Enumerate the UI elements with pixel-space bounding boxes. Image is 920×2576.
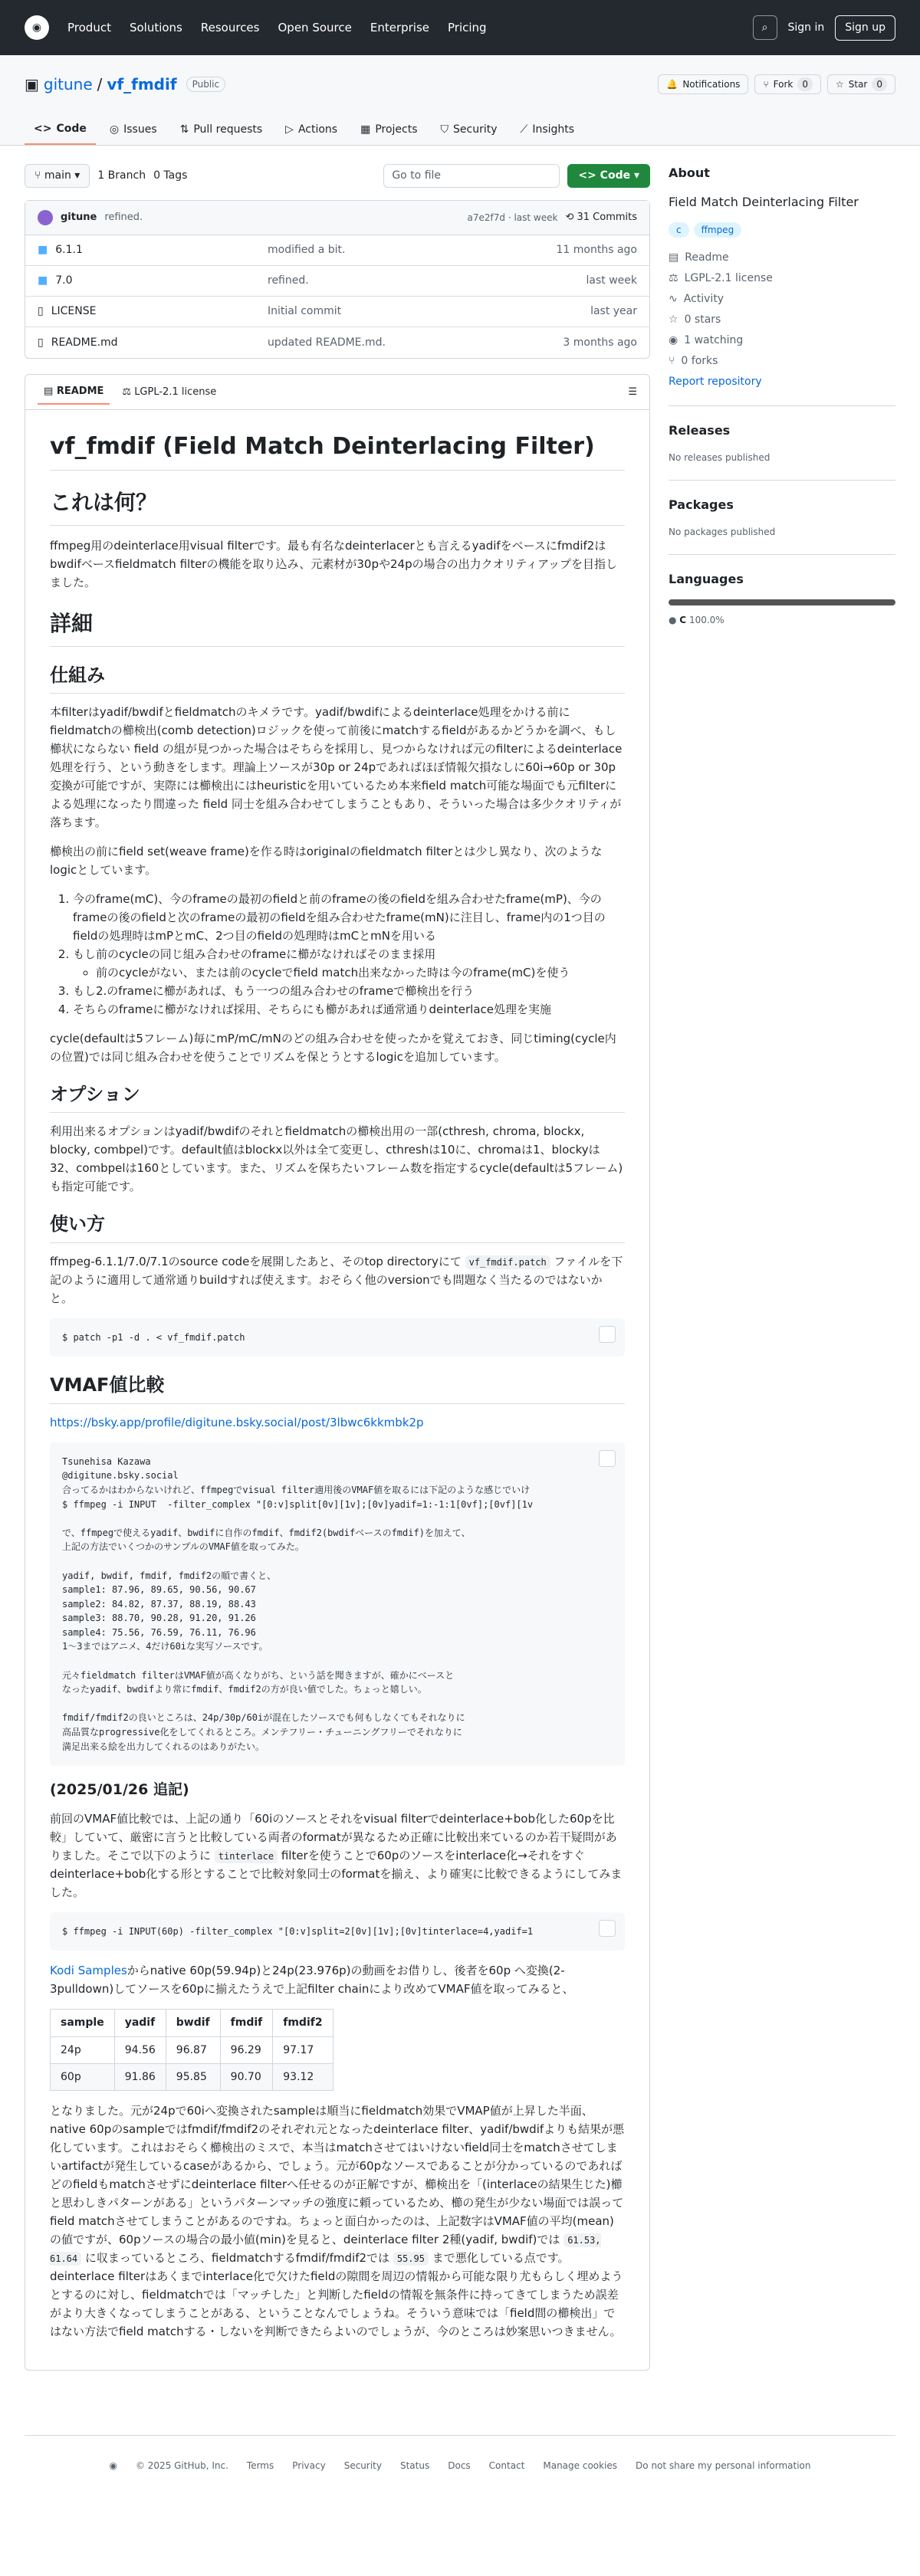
table-header: sample bbox=[51, 2010, 115, 2036]
tab-issues[interactable] bbox=[100, 115, 166, 145]
tab-actions-label: Actions bbox=[297, 123, 338, 136]
addendum-text-b: filterを使うことで60pのソースをinterlace化→それをすぐdeinterlace+bob化する形とすることで比較対象同士のformatを揃え、より確実に比較できるようにしてみました。 bbox=[50, 1848, 623, 1899]
tinterlace-code: $ ffmpeg -i INPUT(60p) -filter_complex "[0:v]split=2[0v][1v];[0v]tinterlace=4,yadif=1 bbox=[62, 1925, 534, 1937]
table-cell: 90.70 bbox=[220, 2063, 273, 2090]
fork-label: Fork bbox=[773, 79, 794, 90]
commit-hash[interactable]: a7e2f7d · last week bbox=[467, 212, 558, 223]
fork-count: 0 bbox=[797, 77, 813, 91]
heading-mechanism: 仕組み bbox=[50, 661, 625, 694]
file-date: 3 months ago bbox=[563, 336, 637, 349]
file-icon: ▯ bbox=[38, 336, 44, 349]
footer-security[interactable]: Security bbox=[343, 2460, 382, 2472]
usage-code: vf_fmdif.patch bbox=[465, 1255, 550, 1269]
footer-privacy[interactable]: Privacy bbox=[292, 2460, 326, 2472]
heading-addendum: (2025/01/26 追記) bbox=[50, 1781, 189, 1799]
branches-link[interactable]: 1 Branch bbox=[97, 169, 146, 182]
commits-count: 31 Commits bbox=[577, 212, 637, 224]
book-icon: ▤ bbox=[669, 251, 679, 264]
tab-security[interactable] bbox=[432, 115, 507, 145]
table-row bbox=[51, 2063, 334, 2090]
forks-label: 0 forks bbox=[681, 355, 718, 367]
notifications-button[interactable] bbox=[658, 74, 748, 94]
file-name[interactable]: 7.0 bbox=[55, 274, 73, 287]
file-date: 11 months ago bbox=[556, 244, 637, 256]
history-icon: ⟲ bbox=[565, 212, 574, 224]
code-dropdown-button[interactable]: <> Code ▾ bbox=[567, 164, 650, 188]
outline-icon[interactable]: ☰ bbox=[628, 386, 637, 398]
tab-pull-requests[interactable] bbox=[171, 115, 272, 145]
tab-pr-label: Pull requests bbox=[193, 123, 263, 136]
avatar[interactable] bbox=[38, 210, 53, 225]
readme-link[interactable] bbox=[669, 250, 895, 266]
logic-list bbox=[50, 890, 625, 1019]
heading-what: これは何？ bbox=[50, 486, 625, 526]
report-link[interactable]: Report repository bbox=[669, 376, 762, 388]
list-subitem: ◦ 前のcycleがない、または前のcycleでfield match出来なかった時は今のframe(mC)を使う bbox=[96, 963, 625, 982]
table-cell: 96.29 bbox=[220, 2036, 273, 2063]
star-button[interactable] bbox=[827, 74, 895, 94]
table-cell: 96.87 bbox=[166, 2036, 220, 2063]
folder-icon: ■ bbox=[38, 274, 48, 287]
kodi-paragraph bbox=[50, 1961, 625, 1998]
tab-projects[interactable] bbox=[351, 115, 426, 145]
table-icon: ▦ bbox=[360, 123, 371, 136]
table-header: yadif bbox=[114, 2010, 166, 2036]
nav-enterprise[interactable]: Enterprise bbox=[370, 20, 430, 34]
search-icon[interactable]: ⌕ bbox=[753, 15, 777, 40]
file-commit-message[interactable]: Initial commit bbox=[268, 305, 342, 317]
readme-tab[interactable] bbox=[38, 379, 110, 405]
table-cell: 24p bbox=[51, 2036, 115, 2063]
addendum-text-a: 前回のVMAF値比較では、上記の通り「60iのソースとそれをvisual filterでdeinterlace+bob化した60pを比較」していて、厳密に言うと比較している両者のformatが異なるため正確に比較出来ているのか若干疑問がありました。そこで以下のように bbox=[50, 1811, 617, 1862]
branch-label: main bbox=[44, 169, 71, 182]
table-cell: 60p bbox=[51, 2063, 115, 2090]
file-commit-message[interactable]: refined. bbox=[268, 274, 309, 287]
goto-file-input[interactable]: Go to file bbox=[383, 164, 560, 188]
issue-icon: ◎ bbox=[109, 123, 120, 136]
file-name[interactable]: LICENSE bbox=[51, 305, 97, 317]
watching-link[interactable] bbox=[669, 333, 895, 349]
language-item[interactable]: ● C 100.0% bbox=[669, 615, 724, 625]
law-icon: ⚖ bbox=[122, 386, 132, 398]
signin-link[interactable]: Sign in bbox=[787, 21, 825, 34]
eye-icon: ◉ bbox=[669, 334, 678, 346]
readme-box bbox=[25, 374, 650, 2371]
kodi-text: からnative 60p(59.94p)と24p(23.976p)の動画をお借りし、後者を60p へ変換(2-3pulldown)してソースを60pに揃えたうえで上記filter chainにより改めてVMAF値を取ってみると、 bbox=[50, 1964, 574, 1997]
vmaf-table bbox=[50, 2009, 334, 2091]
tags-link[interactable]: 0 Tags bbox=[153, 169, 188, 182]
github-logo-icon[interactable]: ◉ bbox=[25, 15, 49, 40]
language-bar bbox=[669, 599, 895, 605]
star-icon: ☆ bbox=[835, 79, 844, 90]
tab-code[interactable] bbox=[25, 115, 96, 145]
fork-icon: ⑂ bbox=[763, 79, 769, 90]
about-title: About bbox=[669, 166, 710, 180]
list-item bbox=[73, 945, 625, 982]
cycle-paragraph: cycle(defaultは5フレーム)毎にmP/mC/mNのどの組み合わせを使ったかを覚えておき、同じtiming(cycle内の位置)では同じ組み合わせを使うことでリズムを保とうとするlogicを追加しています。 bbox=[50, 1031, 616, 1064]
github-logo-icon[interactable]: ◉ bbox=[109, 2460, 117, 2472]
main-nav bbox=[67, 19, 487, 37]
language-pct: 100.0% bbox=[688, 615, 724, 625]
code-button-label: Code bbox=[600, 169, 631, 182]
kodi-link[interactable]: Kodi Samples bbox=[50, 1964, 127, 1978]
star-label: Star bbox=[848, 79, 868, 90]
fork-button[interactable] bbox=[754, 74, 821, 94]
footer-do-not-share[interactable]: Do not share my personal information bbox=[636, 2460, 811, 2472]
table-cell: 93.12 bbox=[273, 2063, 333, 2090]
bsky-link[interactable]: https://bsky.app/profile/digitune.bsky.social/post/3lbwc6kkmbk2p bbox=[50, 1415, 424, 1429]
readme-content bbox=[25, 410, 649, 2370]
branch-select[interactable]: ⑂ main ▾ bbox=[25, 164, 90, 188]
footer-contact[interactable]: Contact bbox=[488, 2460, 525, 2472]
license-link[interactable] bbox=[669, 271, 895, 287]
notifications-label: Notifications bbox=[682, 79, 741, 90]
star-icon: ☆ bbox=[669, 313, 678, 326]
topic-c[interactable]: c bbox=[669, 222, 689, 238]
footer bbox=[25, 2435, 895, 2496]
tab-insights-label: Insights bbox=[532, 123, 575, 136]
stars-link[interactable] bbox=[669, 312, 895, 328]
footer-terms[interactable]: Terms bbox=[246, 2460, 274, 2472]
main-column bbox=[25, 164, 650, 2371]
site-header bbox=[0, 0, 920, 55]
repo-name-link[interactable]: vf_fmdif bbox=[107, 75, 177, 94]
releases-title[interactable]: Releases bbox=[669, 423, 731, 438]
languages-title: Languages bbox=[669, 572, 744, 586]
mechanism-paragraph: 本filterはyadif/bwdifとfieldmatchのキメラです。yadif/bwdifによるdeinterlace処理をかける前にfieldmatchの櫛検出(comb detection)ロジックを使って前後にmatchするfieldがあるかどうかを調べ、もし櫛状にならない field の組が見つかった場合はそちらを採用し、見つからなければ元のfilterによるdeinterlace処理を行う、という動きをします。理論上ソースが30p or 24pであればほぼ情報欠損なしに60i→60p or 30p変換が可能ですが、実際には櫛検出にはheuristicを用いているため本来field match可能な場面でも元filterによる処理になったり間違った field 同士を組み合わせてしまうこともあり、そういった場合は多少クオリティが落ちます。 bbox=[50, 704, 623, 829]
copy-icon[interactable] bbox=[599, 1450, 616, 1467]
file-commit-message[interactable]: updated README.md. bbox=[268, 336, 386, 349]
pull-request-icon: ⇅ bbox=[179, 123, 189, 136]
file-name[interactable]: README.md bbox=[51, 336, 118, 349]
file-date: last week bbox=[586, 274, 637, 287]
file-name[interactable]: 6.1.1 bbox=[55, 244, 83, 256]
star-count: 0 bbox=[872, 77, 887, 91]
file-row[interactable] bbox=[25, 266, 649, 297]
heading-usage: 使い方 bbox=[50, 1209, 625, 1242]
commit-message[interactable]: refined. bbox=[104, 212, 143, 224]
file-commit-message[interactable]: modified a bit. bbox=[268, 244, 346, 256]
table-header: fmdif2 bbox=[273, 2010, 333, 2036]
language-name: C bbox=[679, 615, 687, 625]
repo-slash: / bbox=[97, 75, 103, 94]
topic-ffmpeg[interactable]: ffmpeg bbox=[694, 222, 742, 238]
table-header: fmdif bbox=[220, 2010, 273, 2036]
play-icon: ▷ bbox=[285, 123, 294, 136]
tab-code-label: Code bbox=[56, 123, 87, 135]
nav-resources[interactable]: Resources bbox=[200, 20, 260, 34]
releases-none: No releases published bbox=[669, 452, 770, 463]
license-tab-label: LGPL-2.1 license bbox=[134, 386, 217, 398]
file-row[interactable] bbox=[25, 297, 649, 327]
tab-insights[interactable] bbox=[511, 115, 584, 145]
law-icon: ⚖ bbox=[669, 272, 678, 284]
book-icon: ▤ bbox=[44, 385, 54, 397]
patch-code: $ patch -p1 -d . < vf_fmdif.patch bbox=[62, 1331, 245, 1343]
patch-code-block bbox=[50, 1318, 625, 1357]
watching-label: 1 watching bbox=[684, 334, 744, 346]
nav-solutions[interactable]: Solutions bbox=[129, 20, 182, 34]
tab-actions[interactable] bbox=[276, 115, 347, 145]
table-cell: 95.85 bbox=[166, 2063, 220, 2090]
heading-details: 詳細 bbox=[50, 607, 625, 647]
list-item: 3. もし2.のframeに櫛があれば、もう一つの組み合わせのframeで櫛検出を行う bbox=[73, 982, 625, 1000]
repo-icon: ▣ bbox=[25, 75, 39, 94]
file-icon: ▯ bbox=[38, 305, 44, 317]
vmaf-quote-block bbox=[50, 1442, 625, 1766]
min-values-code: 61.53, 61.64 bbox=[50, 2235, 601, 2265]
file-browser bbox=[25, 200, 650, 359]
table-header: bwdif bbox=[166, 2010, 220, 2036]
nav-pricing[interactable]: Pricing bbox=[448, 20, 487, 34]
readme-link-label: Readme bbox=[685, 251, 729, 264]
footer-status[interactable]: Status bbox=[399, 2460, 430, 2472]
sidebar bbox=[669, 164, 895, 2371]
footer-cookies[interactable]: Manage cookies bbox=[543, 2460, 618, 2472]
table-cell: 97.17 bbox=[273, 2036, 333, 2063]
code-icon: <> bbox=[34, 123, 52, 135]
list-item-text: もし前のcycleの同じ組み合わせのframeに櫛がなければそのまま採用 bbox=[73, 947, 436, 961]
conclusion-text-a: となりました。元が24pで60iへ変換されたsampleは順当にfieldmatch効果でVMAP値が上昇した半面、native 60pのsampleではfmdif/fmdif2のそれぞれ元となったdeinterlace filter、yadif/bwdifよりも結果が悪化しています。これはおそらく櫛検出のミスで、本当はmatchさせてはいけないfield同士をmatchさせてしまいartifactが発生しているcaseがあるから、でしょう。元が60pなソースであることが分かっているのであればどのfieldもmatchさせずにdeinterlace filterへ任せるのが正解ですが、櫛検出を「(interlaceの結果生じた)櫛と思わしきパターンがある」というパターンマッチの強度に頼っているため、櫛の発生が少ない場面では誤ってfield matchさせてしまうことがあるのですね。ちょっと面白かったのは、上記数字はVMAF値の平均(mean)の値ですが、60pソースの場合の最小値(min)を見ると、deinterlace filter 2種(yadif, bwdif)では bbox=[50, 2104, 625, 2247]
repo-header bbox=[0, 55, 920, 146]
conclusion-text-b: に収まっているところ、fieldmatchするfmdif/fmdif2では bbox=[84, 2251, 390, 2266]
packages-title[interactable]: Packages bbox=[669, 497, 734, 512]
heading-options: オプション bbox=[50, 1080, 625, 1113]
copy-icon[interactable] bbox=[599, 1326, 616, 1343]
list-item: 1. 今のframe(mC)、今のframeの最初のfieldと前のframeの後のfieldを組み合わせたframe(mP)、今のframeの後のfieldと次のframeの最初のfieldを組み合わせたframe(mN)に注目し、frame内の1つ目のfieldの処理時はmPとmC、2つ目のfieldの処理時はmCとmNを用いる bbox=[73, 890, 625, 945]
license-link-label: LGPL-2.1 license bbox=[684, 272, 773, 284]
folder-icon: ■ bbox=[38, 244, 48, 256]
commits-link[interactable] bbox=[565, 210, 637, 225]
tab-security-label: Security bbox=[453, 123, 498, 136]
readme-tab-label: README bbox=[56, 385, 104, 397]
logic-paragraph: 櫛検出の前にfield set(weave frame)を作る時はoriginalのfieldmatch filterとは少し異なり、次のようなlogicとしています。 bbox=[50, 844, 603, 877]
file-row[interactable] bbox=[25, 235, 649, 266]
commit-author[interactable]: gitune bbox=[61, 212, 97, 224]
license-tab[interactable] bbox=[116, 380, 222, 405]
file-row[interactable] bbox=[25, 327, 649, 358]
file-date: last year bbox=[590, 305, 637, 317]
table-cell: 94.56 bbox=[114, 2036, 166, 2063]
stars-label: 0 stars bbox=[684, 313, 721, 326]
table-cell: 91.86 bbox=[114, 2063, 166, 2090]
vmaf-quote: Tsunehisa Kazawa @digitune.bsky.social 合ってるかはわからないけれど、ffmpegでvisual filter適用後のVMAF値を取るには下記のような感じでいけ $ ffmpeg -i INPUT -filter_complex "[0:v]split[0v][1v];[0v]yadif=1:-1:1[0vf];[0vf][1v で、ffmpegで使えるyadif、bwdifに自作のfmdif、fmdif2(bwdifベースのfmdif)を加えて、 上記の方法でいくつかのサンプルのVMAF値を取ってみた。 yadif, bwdif, fmdif, fmdif2の順で書くと、 sample1: 87.96, 89.65, 90.56, 90.67 sample2: 84.82, 87.37, 88.19, 88.43 sample3: 88.70, 90.28, 91.20, 91.26 sample4: 75.56, 76.59, 76.11, 76.96 1～3まではアニメ、4だけ60iな実写ソースです。 元々fieldmatch filterはVMAF値が高くなりがち、という話を聞きますが、確かにベースと なったyadif、bwdifより常にfmdif、fmdif2の方が良い値でした。ちょっと嬉しい。 fmdif/fmdif2の良いところは、24p/30p/60iが混在したソースでも何もしなくてもそれなりに 高品質なprogressive化をしてくれるところ。メンテフリー・チューニングフリーでそれなりに 満足出来る絵を出力してくれるのはありがたい。 bbox=[62, 1455, 534, 1752]
usage-text-a: ffmpeg-6.1.1/7.0/7.1のsource codeを展開したあと、そのtop directoryにて bbox=[50, 1254, 462, 1268]
footer-docs[interactable]: Docs bbox=[448, 2460, 471, 2472]
readme-title: vf_fmdif (Field Match Deinterlacing Filter) bbox=[50, 428, 625, 471]
list-item: 4. そちらのframeに櫛がなければ採用、そちらにも櫛があれば通常通りdeinterlace処理を実施 bbox=[73, 1000, 625, 1019]
fork-icon: ⑂ bbox=[669, 355, 675, 367]
activity-link[interactable] bbox=[669, 291, 895, 307]
nav-product[interactable]: Product bbox=[67, 20, 111, 34]
heading-vmaf: VMAF値比較 bbox=[50, 1370, 625, 1403]
shield-icon: ⛉ bbox=[440, 123, 449, 136]
repo-description: Field Match Deinterlacing Filter bbox=[669, 195, 859, 209]
forks-link[interactable] bbox=[669, 353, 895, 369]
signup-button[interactable]: Sign up bbox=[835, 15, 895, 41]
min-value-code: 55.95 bbox=[393, 2252, 429, 2266]
options-paragraph: 利用出来るオプションはyadif/bwdifのそれとfieldmatchの櫛検出用の一部(cthresh, chroma, blockx, blocky, combpel)です。default値はblockx以外は全て変更し、cthreshは10に、chromaは1、blockyは32、combpelは160としています。また、リズムを保ちたいフレーム数を指定するcycle(defaultは5フレーム)も指定可能です。 bbox=[50, 1124, 623, 1194]
table-row bbox=[51, 2036, 334, 2063]
visibility-badge: Public bbox=[186, 77, 226, 92]
activity-link-label: Activity bbox=[683, 293, 724, 305]
repo-tabs bbox=[25, 115, 895, 145]
bell-icon: 🔔 bbox=[666, 79, 678, 90]
usage-text-b: ファイルを下記のように適用して通常通りbuildすれば使えます。おそらく他のversionでも問題なく当たるのではないかと。 bbox=[50, 1254, 623, 1305]
nav-open-source[interactable]: Open Source bbox=[278, 20, 352, 34]
packages-none: No packages published bbox=[669, 527, 776, 537]
addendum-code: tinterlace bbox=[215, 1849, 278, 1863]
repo-owner-link[interactable]: gitune bbox=[43, 75, 93, 94]
tab-projects-label: Projects bbox=[375, 123, 418, 136]
pulse-icon: ∿ bbox=[669, 293, 678, 305]
tinterlace-code-block bbox=[50, 1912, 625, 1951]
copy-icon[interactable] bbox=[599, 1920, 616, 1937]
intro-paragraph: ffmpeg用のdeinterlace用visual filterです。最も有名なdeinterlacerとも言えるyadifをベースにfmdif2はbwdifベースfieldmatch filterの機能を取り込み、元素材が30pや24pの場合の出力クオリティアップを目指しました。 bbox=[50, 538, 618, 589]
tab-issues-label: Issues bbox=[123, 123, 157, 136]
conclusion-paragraph bbox=[50, 2102, 625, 2341]
usage-paragraph bbox=[50, 1252, 625, 1308]
graph-icon: ⟋ bbox=[520, 123, 528, 136]
conclusion-text-c: まで悪化している点です。deinterlace filterはあくまでinterlace化で欠けたfieldの隙間を周辺の情報から可能な限り尤もらしく埋めようとするのに対し、fieldmatchでは「マッチした」と判断したfieldの情報を無条件に持ってきてしまうため誤差がより大きくなってしまうことがある、ということなんでしょうね。そういう意味では「field間の櫛検出」ではない方法でfield matchする・しないを判断できたらよいのでしょうが、今のところは妙案思いつきません。 bbox=[50, 2251, 623, 2339]
addendum-paragraph bbox=[50, 1810, 625, 1902]
copyright: © 2025 GitHub, Inc. bbox=[135, 2460, 228, 2472]
